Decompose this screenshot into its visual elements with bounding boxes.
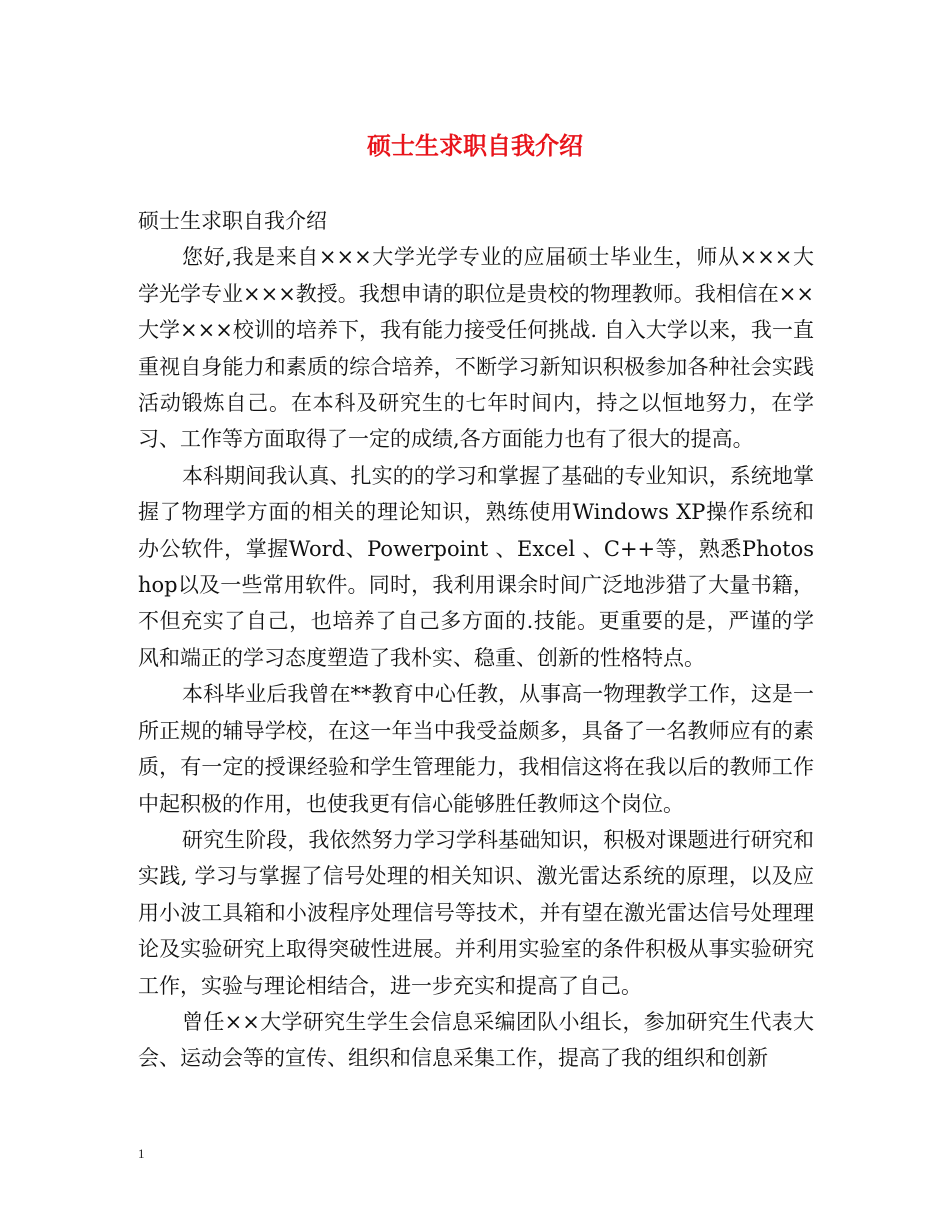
paragraph-teaching: 本科毕业后我曾在**教育中心任教，从事高一物理教学工作，这是一所正规的辅导学校，在这一年当中我受益颇多，具备了一名教师应有的素质，有一定的授课经验和学生管理能力，我相信这将在我以后的教师工作中起积极的作用，也使我更有信心能够胜任教师这个岗位。 [138,682,814,816]
document-body [138,203,814,1077]
document-title: 硕士生求职自我介绍 [367,132,583,160]
paragraph-graduate: 研究生阶段，我依然努力学习学科基础知识，积极对课题进行研究和实践, 学习与掌握了信号处理的相关知识、激光雷达系统的原理，以及应用小波工具箱和小波程序处理信号等技术，并有望在激光雷达信号处理理论及实验研究上取得突破性进展。并利用实验室的条件积极从事实验研究工作，实验与理论相结合，进一步充实和提高了自己。 [138,827,814,998]
paragraph-intro: 您好,我是来自×××大学光学专业的应届硕士毕业生，师从×××大学光学专业×××教授。我想申请的职位是贵校的物理教师。我相信在××大学×××校训的培养下，我有能力接受任何挑战. 自入大学以来，我一直重视自身能力和素质的综合培养，不断学习新知识积极参加各种社会实践活动锻炼自己。在本科及研究生的七年时间内，持之以恒地努力，在学习、工作等方面取得了一定的成绩,各方面能力也有了很大的提高。 [138,245,814,452]
page-number: 1 [138,1146,145,1161]
paragraph-student-union: 曾任××大学研究生学生会信息采编团队小组长，参加研究生代表大会、运动会等的宣传、组织和信息采集工作，提高了我的组织和创新 [138,1009,814,1071]
document-subtitle: 硕士生求职自我介绍 [138,209,327,233]
paragraph-undergraduate: 本科期间我认真、扎实的的学习和掌握了基础的专业知识，系统地掌握了物理学方面的相关的理论知识，熟练使用Windows XP操作系统和办公软件，掌握Word、Powerpoint 、Excel 、C++等，熟悉Photoshop以及一些常用软件。同时，我利用课余时间广泛地涉猎了大量书籍，不但充实了自己，也培养了自己多方面的.技能。更重要的是，严谨的学风和端正的学习态度塑造了我朴实、稳重、创新的性格特点。 [138,463,814,670]
